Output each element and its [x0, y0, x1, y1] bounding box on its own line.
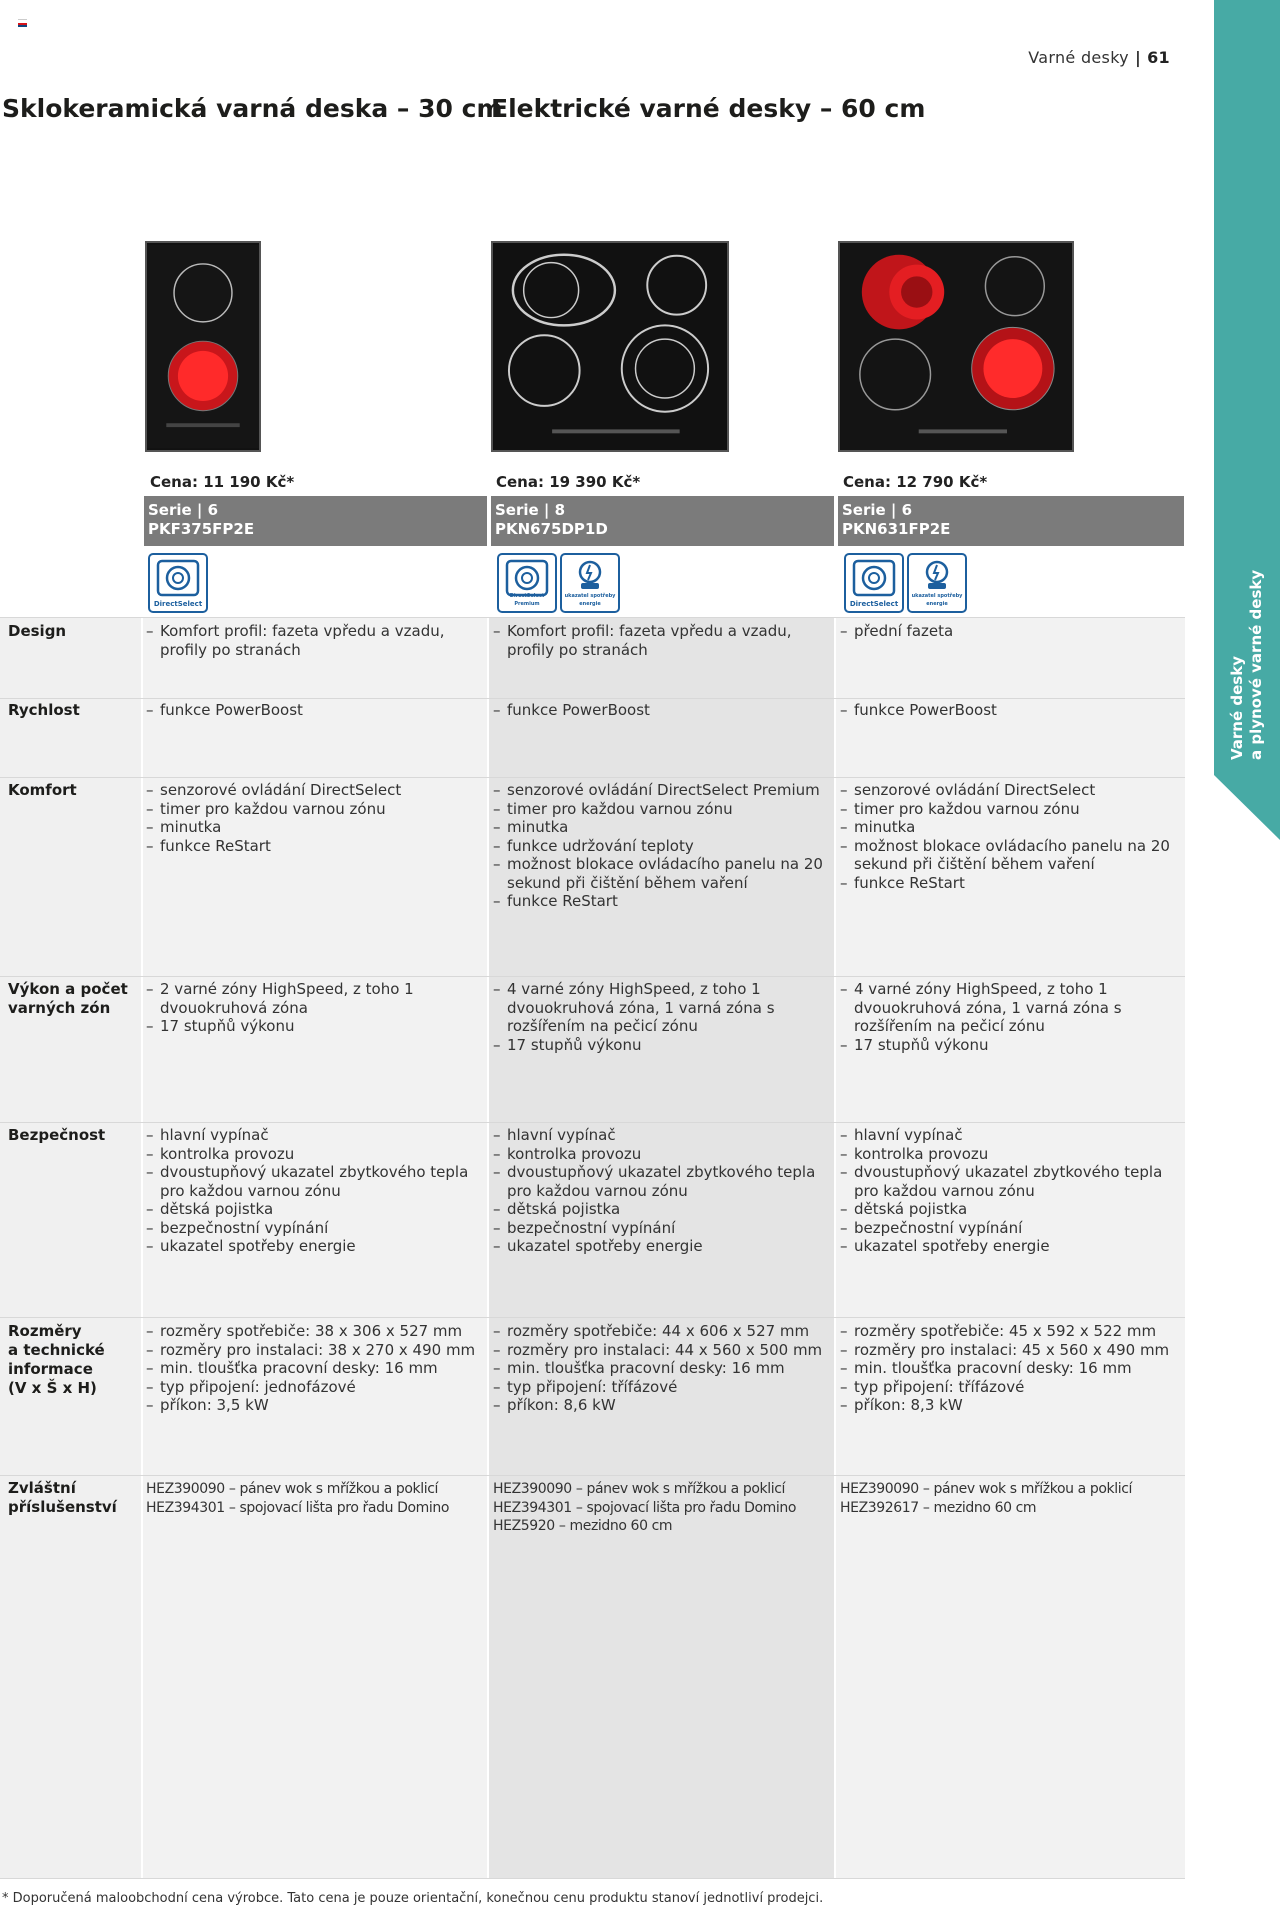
- hob-image-pkf375: [145, 241, 261, 452]
- spec-item: – možnost blokace ovládacího panelu na 20 sekund při čištění během vaření: [840, 837, 1175, 874]
- spec-item: – funkce ReStart: [840, 874, 1175, 893]
- spec-item: – dvoustupňový ukazatel zbytkového tepla pro každou varnou zónu: [840, 1163, 1175, 1200]
- row-label-line: a technické: [8, 1341, 105, 1359]
- directselect-premium-icon: [497, 553, 557, 613]
- spec-item: – senzorové ovládání DirectSelect: [840, 781, 1175, 800]
- spec-item: – hlavní vypínač: [493, 1126, 823, 1145]
- spec-item: – 4 varné zóny HighSpeed, z toho 1 dvouokruhová zóna, 1 varná zóna s rozšířením na pečicí zónu: [493, 980, 823, 1036]
- spec-item: – dětská pojistka: [146, 1200, 476, 1219]
- spec-item: – funkce ReStart: [493, 892, 823, 911]
- spec-item: – 17 stupňů výkonu: [493, 1036, 823, 1055]
- spec-item: – hlavní vypínač: [146, 1126, 476, 1145]
- spec-item: – přední fazeta: [840, 622, 1175, 641]
- serie-label: Serie | 6: [842, 501, 913, 519]
- spec-item: – bezpečnostní vypínání: [840, 1219, 1175, 1238]
- cell-dimensions-1: [493, 1322, 823, 1415]
- cell-design-0: [146, 622, 476, 659]
- feature-icons-0: [148, 553, 208, 613]
- section-name: Varné desky: [1028, 48, 1129, 67]
- spec-item: – min. tloušťka pracovní desky: 16 mm: [840, 1359, 1175, 1378]
- spec-item: – minutka: [146, 818, 476, 837]
- spec-item: – dětská pojistka: [840, 1200, 1175, 1219]
- spec-item: – senzorové ovládání DirectSelect: [146, 781, 476, 800]
- spec-item: – min. tloušťka pracovní desky: 16 mm: [493, 1359, 823, 1378]
- spec-item: – rozměry pro instalaci: 45 x 560 x 490 mm: [840, 1341, 1175, 1360]
- spec-item: – rozměry spotřebiče: 45 x 592 x 522 mm: [840, 1322, 1175, 1341]
- row-label-comfort: Komfort: [8, 781, 77, 799]
- spec-item: – 17 stupňů výkonu: [840, 1036, 1175, 1055]
- hob-image-pkn631: [838, 241, 1074, 452]
- page-number: 61: [1147, 48, 1170, 67]
- side-tab-line1: Varné desky: [1228, 656, 1246, 760]
- page-header: Varné desky | 61: [1028, 48, 1170, 67]
- row-label-line: příslušenství: [8, 1498, 117, 1516]
- row-label-line: Zvláštní: [8, 1479, 76, 1497]
- row-label-safety: Bezpečnost: [8, 1126, 106, 1144]
- cell-speed-0: [146, 701, 476, 720]
- row-divider: [0, 1122, 1185, 1123]
- spec-item: – dvoustupňový ukazatel zbytkového tepla pro každou varnou zónu: [146, 1163, 476, 1200]
- spec-item: – funkce PowerBoost: [840, 701, 1175, 720]
- spec-item: – 4 varné zóny HighSpeed, z toho 1 dvouokruhová zóna, 1 varná zóna s rozšířením na pečicí zónu: [840, 980, 1175, 1036]
- directselect-icon: [148, 553, 208, 613]
- spec-item: – kontrolka provozu: [840, 1145, 1175, 1164]
- footnote: * Doporučená maloobchodní cena výrobce. Tato cena je pouze orientační, konečnou cenu produktu stanoví jednotliví prodejci.: [2, 1891, 824, 1906]
- feature-icons-2: [844, 553, 967, 613]
- icon-label: DirectSelect: [849, 600, 899, 608]
- spec-item: – bezpečnostní vypínání: [146, 1219, 476, 1238]
- cell-accessories-2: [840, 1480, 1175, 1517]
- energy-consumption-icon: [907, 553, 967, 613]
- spec-item: – hlavní vypínač: [840, 1126, 1175, 1145]
- spec-item: – funkce ReStart: [146, 837, 476, 856]
- hob-image-pkn675: [491, 241, 729, 452]
- price-2: Cena: 12 790 Kč*: [843, 473, 988, 491]
- spec-item: – Komfort profil: fazeta vpředu a vzadu, profily po stranách: [493, 622, 823, 659]
- cell-design-1: [493, 622, 823, 659]
- cell-power-2: [840, 980, 1175, 1054]
- spec-item: – typ připojení: jednofázové: [146, 1378, 476, 1397]
- model-number: PKN675DP1D: [495, 520, 608, 538]
- price-0: Cena: 11 190 Kč*: [150, 473, 295, 491]
- cell-safety-1: [493, 1126, 823, 1256]
- cell-safety-0: [146, 1126, 476, 1256]
- label-column-bg: [0, 617, 141, 1879]
- side-tab-line2: a plynové varné desky: [1247, 569, 1265, 760]
- row-divider: [0, 976, 1185, 977]
- spec-item: – kontrolka provozu: [493, 1145, 823, 1164]
- title-left: Sklokeramická varná deska – 30 cm: [2, 94, 503, 123]
- spec-item: – ukazatel spotřeby energie: [840, 1237, 1175, 1256]
- spec-item: – dvoustupňový ukazatel zbytkového tepla pro každou varnou zónu: [493, 1163, 823, 1200]
- model-number: PKN631FP2E: [842, 520, 951, 538]
- cell-comfort-0: [146, 781, 476, 855]
- row-label-dimensions: [8, 1322, 105, 1398]
- spec-item: – 17 stupňů výkonu: [146, 1017, 476, 1036]
- accessory-item: HEZ394301 – spojovací lišta pro řadu Domino: [146, 1499, 450, 1516]
- cell-power-1: [493, 980, 823, 1054]
- cell-accessories-0: [146, 1480, 476, 1517]
- cell-dimensions-2: [840, 1322, 1175, 1415]
- cell-design-2: [840, 622, 1175, 641]
- row-label-line: Výkon a počet: [8, 980, 128, 998]
- title-right: Elektrické varné desky – 60 cm: [491, 94, 926, 123]
- icon-label: DirectSelect: [153, 600, 203, 608]
- cell-comfort-2: [840, 781, 1175, 892]
- spec-item: – timer pro každou varnou zónu: [146, 800, 476, 819]
- spec-item: – možnost blokace ovládacího panelu na 20 sekund při čištění během vaření: [493, 855, 823, 892]
- accessory-item: HEZ5920 – mezidno 60 cm: [493, 1518, 673, 1534]
- spec-item: – rozměry pro instalaci: 44 x 560 x 500 mm: [493, 1341, 823, 1360]
- row-label-accessories: [8, 1479, 117, 1517]
- cell-comfort-1: [493, 781, 823, 911]
- row-label-line: (V x Š x H): [8, 1379, 97, 1397]
- language-flag-icon: [18, 19, 27, 26]
- row-label-line: informace: [8, 1360, 93, 1378]
- cell-speed-2: [840, 701, 1175, 720]
- serie-bar-0: [144, 496, 487, 546]
- spec-item: – typ připojení: třífázové: [493, 1378, 823, 1397]
- cell-speed-1: [493, 701, 823, 720]
- icon-label: DirectSelect Premium: [509, 593, 545, 607]
- serie-label: Serie | 6: [148, 501, 219, 519]
- spec-item: – timer pro každou varnou zónu: [840, 800, 1175, 819]
- spec-item: – příkon: 3,5 kW: [146, 1396, 476, 1415]
- spec-item: – kontrolka provozu: [146, 1145, 476, 1164]
- row-label-line: varných zón: [8, 999, 111, 1017]
- spec-item: – timer pro každou varnou zónu: [493, 800, 823, 819]
- spec-item: – 2 varné zóny HighSpeed, z toho 1 dvouokruhová zóna: [146, 980, 476, 1017]
- row-divider: [0, 1475, 1185, 1476]
- spec-item: – bezpečnostní vypínání: [493, 1219, 823, 1238]
- spec-item: – ukazatel spotřeby energie: [493, 1237, 823, 1256]
- spec-item: – rozměry pro instalaci: 38 x 270 x 490 mm: [146, 1341, 476, 1360]
- accessory-item: HEZ390090 – pánev wok s mřížkou a poklicí: [840, 1481, 1132, 1497]
- directselect-icon: [844, 553, 904, 613]
- row-divider: [0, 617, 1185, 618]
- spec-item: – min. tloušťka pracovní desky: 16 mm: [146, 1359, 476, 1378]
- serie-bar-2: [838, 496, 1184, 546]
- spec-item: – příkon: 8,3 kW: [840, 1396, 1175, 1415]
- row-divider: [0, 777, 1185, 778]
- row-divider: [0, 1878, 1185, 1879]
- icon-label: ukazatel spotřeby energie: [911, 593, 963, 607]
- spec-item: – dětská pojistka: [493, 1200, 823, 1219]
- spec-item: – rozměry spotřebiče: 38 x 306 x 527 mm: [146, 1322, 476, 1341]
- accessory-item: HEZ390090 – pánev wok s mřížkou a poklicí: [146, 1481, 438, 1497]
- spec-item: – Komfort profil: fazeta vpředu a vzadu, profily po stranách: [146, 622, 476, 659]
- spec-item: – funkce PowerBoost: [493, 701, 823, 720]
- column-divider: [487, 617, 489, 1879]
- spec-item: – příkon: 8,6 kW: [493, 1396, 823, 1415]
- accessory-item: HEZ390090 – pánev wok s mřížkou a poklicí: [493, 1481, 785, 1497]
- cell-accessories-1: [493, 1480, 823, 1536]
- row-divider: [0, 698, 1185, 699]
- column-divider: [141, 617, 143, 1879]
- energy-consumption-icon: [560, 553, 620, 613]
- spec-item: – senzorové ovládání DirectSelect Premium: [493, 781, 823, 800]
- serie-label: Serie | 8: [495, 501, 566, 519]
- serie-bar-1: [491, 496, 834, 546]
- spec-item: – minutka: [493, 818, 823, 837]
- spec-item: – rozměry spotřebiče: 44 x 606 x 527 mm: [493, 1322, 823, 1341]
- column-divider: [834, 617, 836, 1879]
- side-tab-label: [1228, 540, 1266, 760]
- spec-item: – typ připojení: třífázové: [840, 1378, 1175, 1397]
- price-1: Cena: 19 390 Kč*: [496, 473, 641, 491]
- spec-item: – ukazatel spotřeby energie: [146, 1237, 476, 1256]
- spec-item: – funkce udržování teploty: [493, 837, 823, 856]
- cell-power-0: [146, 980, 476, 1036]
- feature-icons-1: [497, 553, 620, 613]
- spec-item: – funkce PowerBoost: [146, 701, 476, 720]
- cell-dimensions-0: [146, 1322, 476, 1415]
- spec-item: – minutka: [840, 818, 1175, 837]
- row-label-design: Design: [8, 622, 67, 640]
- row-label-speed: Rychlost: [8, 701, 80, 719]
- model-number: PKF375FP2E: [148, 520, 255, 538]
- row-divider: [0, 1317, 1185, 1318]
- cell-safety-2: [840, 1126, 1175, 1256]
- row-label-line: Rozměry: [8, 1322, 82, 1340]
- accessory-item: HEZ392617 – mezidno 60 cm: [840, 1499, 1037, 1516]
- icon-label: ukazatel spotřeby energie: [564, 593, 616, 607]
- row-label-power: [8, 980, 128, 1018]
- accessory-item: HEZ394301 – spojovací lišta pro řadu Domino: [493, 1499, 797, 1516]
